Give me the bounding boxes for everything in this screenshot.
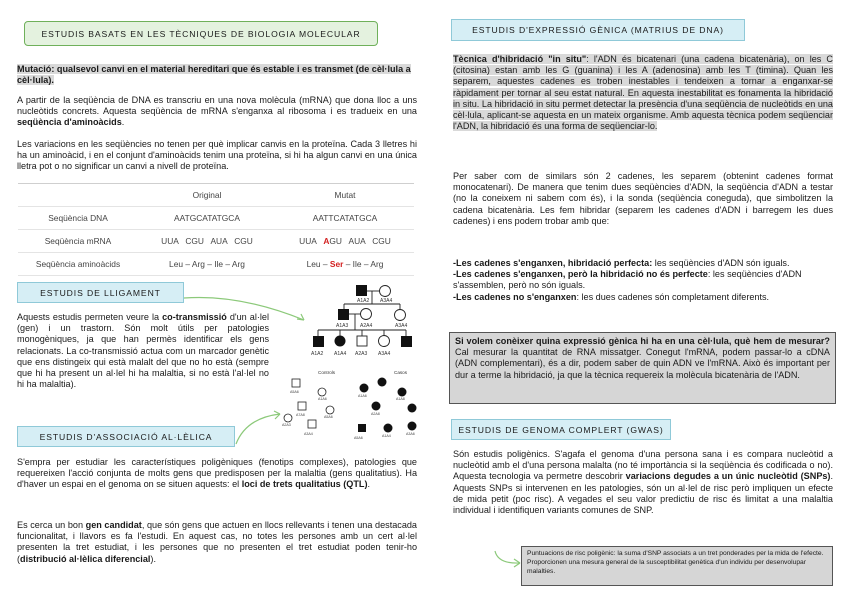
svg-text:A3A4: A3A4 — [304, 432, 313, 436]
table-row: Seqüència aminoàcids Leu – Arg – Ile – Arg Leu – Ser – Ile – Arg — [18, 253, 414, 276]
svg-text:A5A6: A5A6 — [354, 436, 363, 440]
svg-text:A1A2: A1A2 — [311, 351, 324, 357]
pedigree-male — [357, 336, 367, 346]
svg-text:A1A4: A1A4 — [334, 351, 347, 357]
hibridacio-cases-list — [453, 258, 833, 303]
paragraph-gwas: Són estudis poligènics. S'agafa el genoma d'una persona sana i es compara nucleòtid a nucleòtid amb el d'una persona malalta (no té importància si la seqüència és codificada o no). Aquesta tecnologia va permetre descobrir variacions degudes a un únic nucleòtid (SNPs). Aquests SNPs si intervenen en les patologies, són un al·lel de risc però impliquen un efecte de mida petit (poc risc). A vegades el seu valor predictiu de risc és limitat a una malaltia individual i identifiquen variants comunes de SNP. — [453, 449, 833, 516]
svg-text:Casos: Casos — [394, 370, 408, 375]
svg-text:A3A6: A3A6 — [406, 432, 415, 436]
pedigree-male-affected — [401, 336, 412, 347]
paragraph-saber-similars: Per saber com de similars són 2 cadenes, les separem (obtenint cadenes format monocatenari). De manera que tenim dues seqüències d'ADN, la seqüència d'ADN a testar (no la coneixem ni sabem com és), i la sonda (seqüència coneguda), que simbolitzen la cadena bicatenària. Les fem hibridar (separem les cadenes d'ADN i barregem les dues cadenes) i ens podem trobar amb que: — [453, 171, 833, 226]
association-controls-cases-diagram — [278, 366, 428, 442]
pedigree-male-affected — [356, 285, 367, 296]
svg-text:A3A4: A3A4 — [378, 351, 391, 357]
paragraph-hibridacio: Tècnica d'hibridació "in situ": l'ADN és bicatenari (una cadena bicatenària), on les C (citosina) estan amb les G (guanina) i les A (adenosina) amb les T (timina). Quan les separem, aquestes cadenes es troben inestables i tendeixen a tornar a enganxar-se ràpidament per tornar al seu estat natural. En aquesta inestabilitat es fonamenta la hibridació in situ. La hibridació in situ permet detectar la presència d'una seqüència de nucleòtids en una cèl·lula, aplicant-se aquesta en un mateix organisme. Amb aquesta tècnica podem seqüenciar l'ADN, la hibridació és una forma de seqüenciar-lo. — [453, 54, 833, 132]
svg-text:A2A3: A2A3 — [355, 351, 368, 357]
polygenic-score-note: Puntuacions de risc poligènic: la suma d'SNP associats a un tret ponderades per la mida de l'efecte. Proporcionen una mesura general de la susceptibilitat genètica d'un individu per desenvolupar malalties. — [521, 546, 833, 586]
pedigree-male-affected — [338, 309, 349, 320]
list-item: -Les cadenes no s'enganxen: les dues cadenes són completament diferents. — [453, 291, 770, 302]
mutacio-heading: Mutació: qualsevol canvi en el material hereditari que és estable i es transmet (de cèl·lula a cèl·lula). — [17, 64, 411, 86]
paragraph-associacio: S'empra per estudiar les característiques poligèniques (fenotips complexes), patologies que requereixen l'acció conjunta de molts gens que predisposen per la malaltia (gens qualitatius). Ha d'haver un espai en el genoma on se situen aquests: el loci de trets qualitatius (QTL). — [17, 457, 417, 490]
section-title-lligament: ESTUDIS DE LLIGAMENT — [17, 282, 184, 303]
svg-text:A2A3: A2A3 — [282, 423, 291, 427]
section-title-gwas: ESTUDIS DE GENOMA COMPLERT (GWAS) — [451, 419, 671, 440]
table-row — [18, 184, 414, 207]
pedigree-female-affected — [335, 336, 346, 347]
pedigree-male-affected — [313, 336, 324, 347]
pedigree-female — [379, 336, 390, 347]
svg-text:A2A8: A2A8 — [371, 412, 380, 416]
svg-text:A1A8: A1A8 — [396, 397, 405, 401]
section-title-biologia-molecular: ESTUDIS BASATS EN LES TÈCNIQUES DE BIOLOGIA MOLECULAR — [24, 21, 378, 46]
svg-text:A1A4: A1A4 — [382, 434, 391, 438]
svg-text:Controls: Controls — [318, 370, 336, 375]
pedigree-female — [395, 310, 406, 321]
pedigree-female — [380, 286, 391, 297]
table-header-original: Original — [138, 184, 276, 207]
paragraph-variacions: Les variacions en les seqüències no tenen per què implicar canvis en la proteïna. Cada 3 lletres hi ha un aminoàcid, i en el conjunt d'aminoàcids tenim una proteïna, si hi ha algun canvi en una única lletra pot o no significar un canvi a nivell de proteïna. — [17, 139, 417, 172]
mutation-table — [18, 183, 414, 276]
section-title-expressio-genica: ESTUDIS D'EXPRESSIÓ GÈNICA (MATRIUS DE DNA) — [451, 19, 745, 41]
paragraph-gen-candidat: Es cerca un bon gen candidat, que són gens que actuen en llocs rellevants i tenen una destacada funcionalitat, i llavors es fa l'estudi. En aquest cas, no totes les persones amb un cert al·lel presenten la tret estudiat, i les persones que no presenten el tret estudiat poden tenir-ho (distribució al·lèlica diferencial). — [17, 520, 417, 564]
expression-question-box: Si volem conèixer quina expressió gènica hi ha en una cèl·lula, què hem de mesurar? Cal mesurar la quantitat de RNA missatger. Conegut l'mRNA, podem passar-lo a cDNA (ADN complementari), és a dir, podem saber de quin ADN ve l'mRNA. Això és important per dur a terme la hibridació, ja que la tècnica requereix la molècula bicatenària de l'ADN. — [449, 332, 836, 404]
svg-text:A1A6: A1A6 — [318, 397, 327, 401]
table-row: Seqüència mRNA UUA CGU AUA CGU UUA AGU AUA CGU — [18, 230, 414, 253]
svg-text:A3A4: A3A4 — [395, 323, 408, 329]
svg-text:A1A6: A1A6 — [358, 394, 367, 398]
svg-text:A1A3: A1A3 — [336, 323, 349, 329]
table-row: Seqüència DNA AATGCATATGCA AATTCATATGCA — [18, 207, 414, 230]
list-item: -Les cadenes s'enganxen, hibridació perfecta: les seqüències d'ADN són iguals. — [453, 258, 790, 268]
arrow-lligament — [180, 290, 320, 330]
svg-text:A7A8: A7A8 — [296, 413, 305, 417]
svg-text:A3A4: A3A4 — [380, 298, 393, 304]
paragraph-dna-transcripcio: A partir de la seqüència de DNA es transcriu en una nova molècula (mRNA) que dona lloc a uns nucleòtids concrets. Aquesta seqüència de mRNA s'enganxa al ribosoma i es tradueix en una seqüència d'aminoàcids. — [17, 95, 417, 128]
svg-text:A5A6: A5A6 — [290, 390, 299, 394]
pedigree-lligament-diagram — [300, 280, 430, 360]
svg-text:A2A4: A2A4 — [360, 323, 373, 329]
list-item: -Les cadenes s'enganxen, però la hibridació no és perfecte: les seqüències d'ADN s'assemblen, però no són iguals. — [453, 269, 802, 291]
paragraph-lligament: Aquests estudis permeten veure la co-transmissió d'un al·lel (gen) i un trastorn. Són molt útils per patologies monogèniques, ja que han permès identificar els gens relacionats. La co-transmissió actua com un marcador genètic que ens distingeix qui està malalt del que no ho està (sempre que hi ha present un al·lel hi ha malaltia, si no està l'al·lel no hi ha malaltia). — [17, 312, 269, 390]
svg-text:A5A6: A5A6 — [324, 415, 333, 419]
svg-text:A1A2: A1A2 — [357, 298, 370, 304]
pedigree-female — [361, 309, 372, 320]
section-title-associacio: ESTUDIS D'ASSOCIACIÓ AL·LÈLICA — [17, 426, 235, 447]
table-header-mutat: Mutat — [276, 184, 414, 207]
